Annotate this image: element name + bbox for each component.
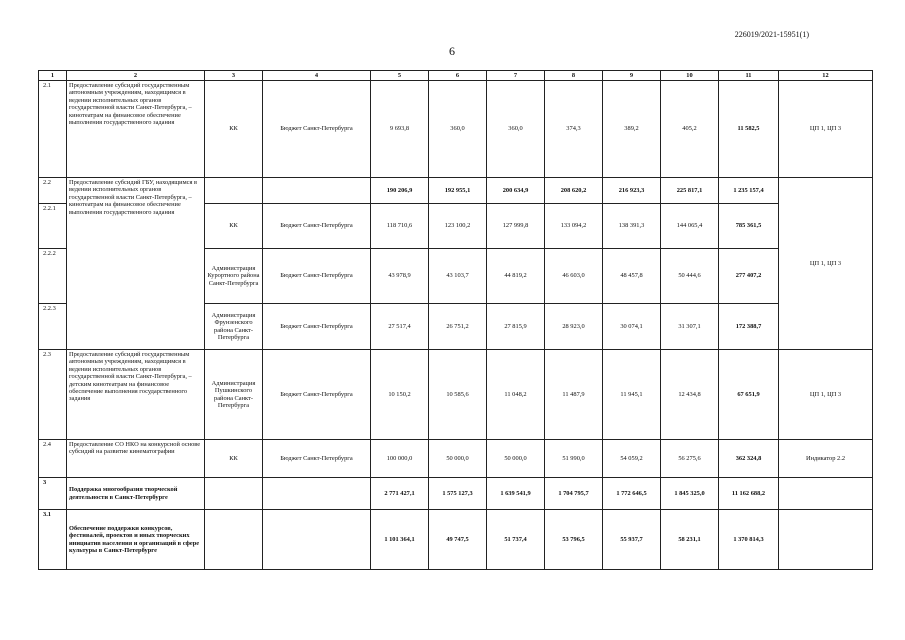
- cell-value: 225 817,1: [661, 178, 719, 204]
- col-header: 2: [67, 71, 205, 81]
- row-number: 3: [39, 478, 67, 510]
- cell-value: 216 923,3: [603, 178, 661, 204]
- row-description: Предоставление СО НКО на конкурсной основе субсидий на развитие кинематографии: [67, 440, 205, 478]
- cell-value: 360,0: [429, 81, 487, 178]
- cell-total: 362 324,8: [719, 440, 779, 478]
- cell-value: 389,2: [603, 81, 661, 178]
- cell-value: 43 978,9: [371, 249, 429, 304]
- cell-total: 277 407,2: [719, 249, 779, 304]
- table-row: [39, 350, 873, 440]
- row-description: Предоставление субсидий государственным автономным учреждениям, находящимся в ведении исполнительных органов государственной власти Санкт-Петербурга, – детским кинотеатрам на финансовое обеспечение выполнения государственного задания: [67, 350, 205, 440]
- cell-value: 28 923,0: [545, 304, 603, 350]
- cell-total: 11 582,5: [719, 81, 779, 178]
- cell-value: 360,0: [487, 81, 545, 178]
- row-description: Поддержка многообразия творческой деятельности в Санкт-Петербурге: [67, 478, 205, 510]
- cell-value: 374,3: [545, 81, 603, 178]
- table-row: [39, 478, 873, 510]
- header-row: [39, 71, 873, 81]
- row-executor: [205, 510, 263, 570]
- row-indicator: [779, 478, 873, 510]
- cell-value: 190 206,9: [371, 178, 429, 204]
- cell-value: 10 585,6: [429, 350, 487, 440]
- cell-value: 49 747,5: [429, 510, 487, 570]
- cell-value: 31 307,1: [661, 304, 719, 350]
- cell-total: 1 235 157,4: [719, 178, 779, 204]
- cell-value: 2 771 427,1: [371, 478, 429, 510]
- cell-total: 1 370 814,3: [719, 510, 779, 570]
- cell-value: 11 487,9: [545, 350, 603, 440]
- row-source: Бюджет Санкт-Петербурга: [263, 204, 371, 249]
- table-row: [39, 178, 873, 204]
- cell-value: 1 639 541,9: [487, 478, 545, 510]
- table-row: [39, 81, 873, 178]
- row-number: 2.2.3: [39, 304, 67, 350]
- cell-total: 172 388,7: [719, 304, 779, 350]
- cell-value: 56 275,6: [661, 440, 719, 478]
- program-table: [38, 70, 873, 570]
- cell-value: 1 772 646,5: [603, 478, 661, 510]
- row-executor: КК: [205, 440, 263, 478]
- row-description: Обеспечение поддержки конкурсов, фестивалей, проектов и иных творческих инициатив населения и организаций в сфере культуры в Санкт-Петербурге: [67, 510, 205, 570]
- row-executor: КК: [205, 204, 263, 249]
- row-number: 3.1: [39, 510, 67, 570]
- table-row: [39, 440, 873, 478]
- cell-value: 12 434,8: [661, 350, 719, 440]
- row-source: Бюджет Санкт-Петербурга: [263, 304, 371, 350]
- cell-value: 9 693,8: [371, 81, 429, 178]
- cell-value: 46 603,0: [545, 249, 603, 304]
- cell-value: 11 048,2: [487, 350, 545, 440]
- row-source: [263, 510, 371, 570]
- cell-value: 200 634,9: [487, 178, 545, 204]
- col-header: 10: [661, 71, 719, 81]
- cell-value: 100 000,0: [371, 440, 429, 478]
- col-header: 11: [719, 71, 779, 81]
- row-source: Бюджет Санкт-Петербурга: [263, 440, 371, 478]
- row-indicator: ЦП 1, ЦП 3: [779, 178, 873, 350]
- row-source: [263, 178, 371, 204]
- cell-value: 27 517,4: [371, 304, 429, 350]
- row-number: 2.4: [39, 440, 67, 478]
- row-indicator: ЦП 1, ЦП 3: [779, 350, 873, 440]
- cell-total: 67 651,9: [719, 350, 779, 440]
- row-executor: [205, 178, 263, 204]
- cell-total: 785 361,5: [719, 204, 779, 249]
- cell-value: 133 094,2: [545, 204, 603, 249]
- row-executor: Администрация Пушкинского района Санкт-Петербурга: [205, 350, 263, 440]
- cell-value: 123 100,2: [429, 204, 487, 249]
- cell-value: 27 815,9: [487, 304, 545, 350]
- document-number: 226019/2021-15951(1): [734, 30, 809, 39]
- cell-value: 118 710,6: [371, 204, 429, 249]
- cell-value: 50 000,0: [429, 440, 487, 478]
- cell-value: 1 845 325,0: [661, 478, 719, 510]
- col-header: 1: [39, 71, 67, 81]
- col-header: 5: [371, 71, 429, 81]
- col-header: 4: [263, 71, 371, 81]
- row-description: Предоставление субсидий ГБУ, находящимся в ведении исполнительных органов государственной власти Санкт-Петербурга, – кинотеатрам на финансовое обеспечение выполнения государственного задания: [67, 178, 205, 350]
- cell-value: 26 751,2: [429, 304, 487, 350]
- row-source: Бюджет Санкт-Петербурга: [263, 350, 371, 440]
- row-description: Предоставление субсидий государственным автономным учреждениям, находящимся в ведении исполнительных органов государственной власти Санкт-Петербурга, – кинотеатрам на финансовое обеспечение выполнения государственного задания: [67, 81, 205, 178]
- cell-value: 138 391,3: [603, 204, 661, 249]
- row-indicator: [779, 510, 873, 570]
- cell-value: 50 000,0: [487, 440, 545, 478]
- row-source: [263, 478, 371, 510]
- row-executor: Администрация Курортного района Санкт-Петербурга: [205, 249, 263, 304]
- row-indicator: ЦП 1, ЦП 3: [779, 81, 873, 178]
- col-header: 7: [487, 71, 545, 81]
- col-header: 12: [779, 71, 873, 81]
- cell-value: 53 796,5: [545, 510, 603, 570]
- row-number: 2.3: [39, 350, 67, 440]
- cell-value: 51 990,0: [545, 440, 603, 478]
- col-header: 8: [545, 71, 603, 81]
- cell-value: 44 819,2: [487, 249, 545, 304]
- cell-value: 58 231,1: [661, 510, 719, 570]
- col-header: 6: [429, 71, 487, 81]
- row-number: 2.2.1: [39, 204, 67, 249]
- cell-value: 127 999,8: [487, 204, 545, 249]
- table-row: [39, 510, 873, 570]
- row-executor: Администрация Фрунзенского района Санкт-Петербурга: [205, 304, 263, 350]
- cell-value: 48 457,8: [603, 249, 661, 304]
- col-header: 9: [603, 71, 661, 81]
- row-number: 2.1: [39, 81, 67, 178]
- cell-value: 30 074,1: [603, 304, 661, 350]
- row-source: Бюджет Санкт-Петербурга: [263, 249, 371, 304]
- cell-value: 51 737,4: [487, 510, 545, 570]
- cell-value: 43 103,7: [429, 249, 487, 304]
- cell-total: 11 162 688,2: [719, 478, 779, 510]
- row-number: 2.2: [39, 178, 67, 204]
- row-executor: [205, 478, 263, 510]
- row-source: Бюджет Санкт-Петербурга: [263, 81, 371, 178]
- cell-value: 1 575 127,3: [429, 478, 487, 510]
- cell-value: 55 937,7: [603, 510, 661, 570]
- cell-value: 1 704 795,7: [545, 478, 603, 510]
- cell-value: 192 955,1: [429, 178, 487, 204]
- page-number: 6: [449, 44, 455, 58]
- cell-value: 208 620,2: [545, 178, 603, 204]
- row-number: 2.2.2: [39, 249, 67, 304]
- cell-value: 10 150,2: [371, 350, 429, 440]
- row-indicator: Индикатор 2.2: [779, 440, 873, 478]
- cell-value: 1 101 364,1: [371, 510, 429, 570]
- cell-value: 54 059,2: [603, 440, 661, 478]
- cell-value: 405,2: [661, 81, 719, 178]
- cell-value: 11 945,1: [603, 350, 661, 440]
- col-header: 3: [205, 71, 263, 81]
- cell-value: 50 444,6: [661, 249, 719, 304]
- cell-value: 144 065,4: [661, 204, 719, 249]
- row-executor: КК: [205, 81, 263, 178]
